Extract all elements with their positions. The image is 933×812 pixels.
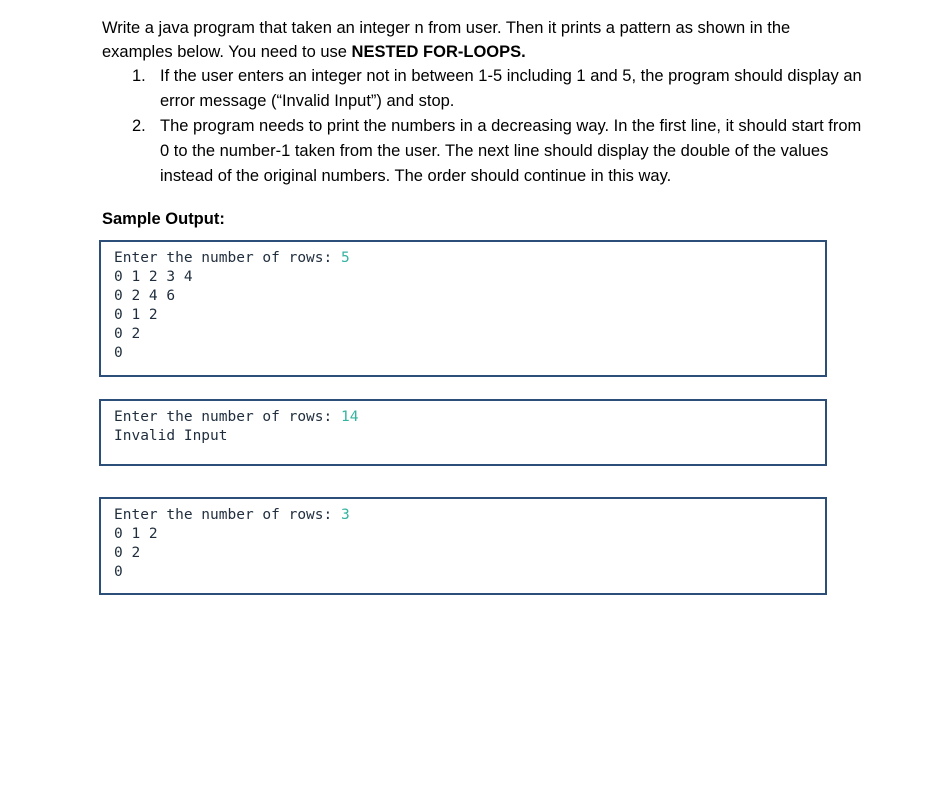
requirement-text: The program needs to print the numbers in a decreasing way. In the first line, it should start from 0 to the number-1 taken from the user. The next line should display the double of the values instead of the original numbers. The order should continue in this way. [160, 117, 862, 185]
console-output-line: Invalid Input [114, 428, 228, 444]
console-input-value: 3 [340, 507, 350, 523]
problem-statement [102, 16, 862, 189]
console-input-value: 5 [340, 250, 350, 266]
console-prompt-line [114, 408, 825, 427]
requirement-item [102, 114, 862, 189]
console-prompt-line [114, 506, 825, 525]
console-prompt-line [114, 249, 825, 268]
console-output-box [99, 240, 827, 377]
console-prompt: Enter the number of rows: [114, 409, 341, 425]
intro-bold-text: NESTED FOR-LOOPS. [351, 43, 526, 61]
console-output-line: 0 2 4 6 [114, 288, 176, 304]
console-input-value: 14 [340, 409, 359, 425]
console-output-box [99, 497, 827, 595]
console-prompt: Enter the number of rows: [114, 250, 341, 266]
console-output-line: 0 1 2 [114, 307, 158, 323]
requirement-number: 1. [132, 67, 146, 85]
console-output-line: 0 2 [114, 545, 141, 561]
console-output-box [99, 399, 827, 466]
console-output-line: 0 1 2 3 4 [114, 269, 193, 285]
console-output-line: 0 [114, 564, 123, 580]
requirement-item [102, 64, 862, 114]
requirement-number: 2. [132, 117, 146, 135]
requirement-text: If the user enters an integer not in between 1-5 including 1 and 5, the program should display an error message (“Invalid Input”) and stop. [160, 67, 862, 110]
intro-text: Write a java program that taken an integer n from user. Then it prints a pattern as shown in the examples below. You need to use [102, 19, 791, 61]
console-output-line: 0 1 2 [114, 526, 158, 542]
requirements-list [102, 64, 862, 189]
console-output-line: 0 2 [114, 326, 141, 342]
intro-paragraph [102, 16, 862, 64]
console-output-line: 0 [114, 345, 123, 361]
console-prompt: Enter the number of rows: [114, 507, 341, 523]
sample-output-title: Sample Output: [102, 210, 225, 228]
